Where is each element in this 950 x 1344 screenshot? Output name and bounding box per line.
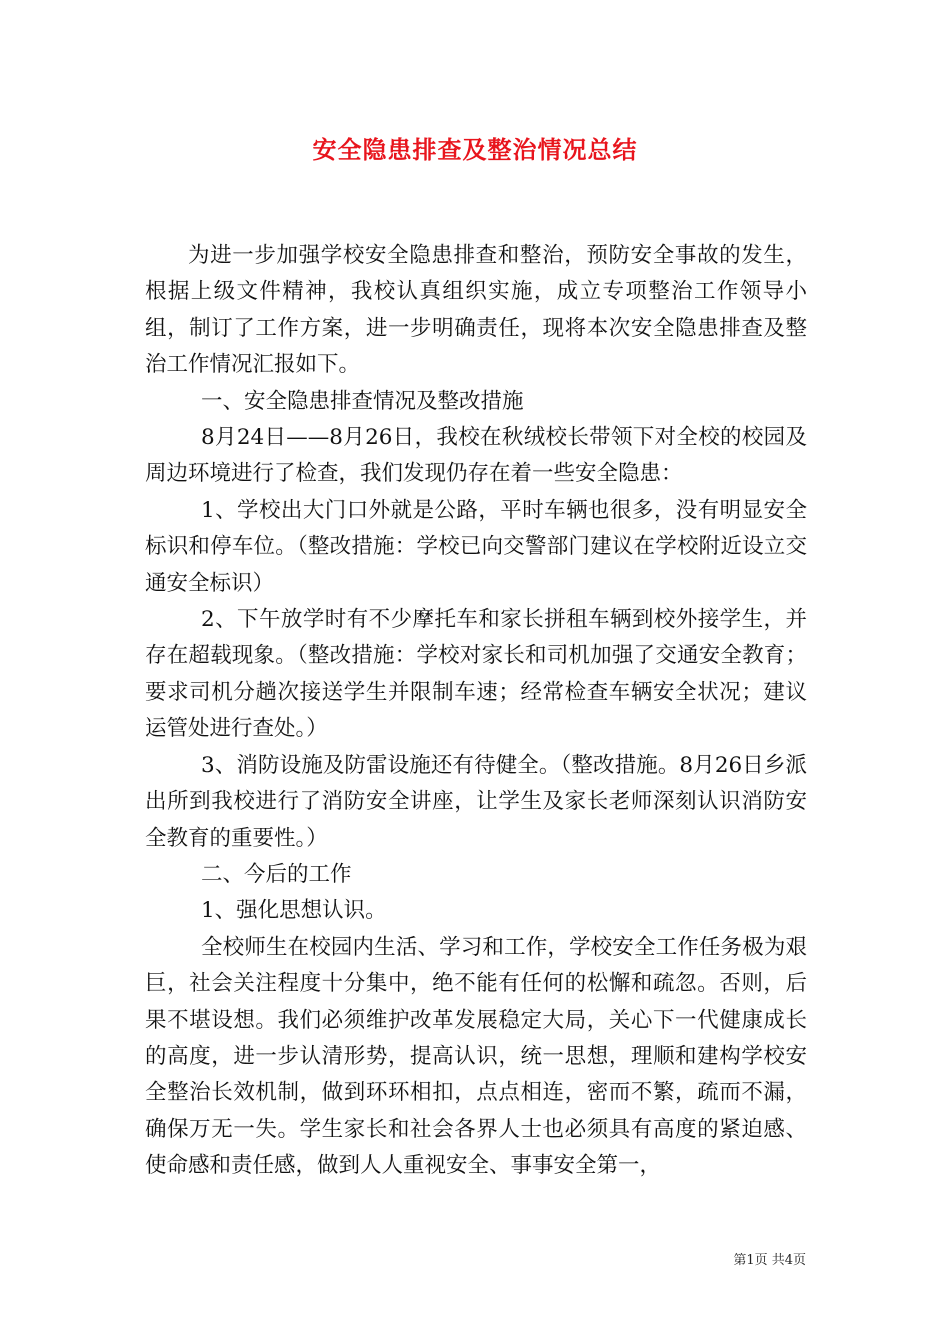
paragraph-awareness: 全校师生在校园内生活、学习和工作，学校安全工作任务极为艰巨，社会关注程度十分集中，绝不能有任何的松懈和疏忽。否则，后果不堪设想。我们必须维护改革发展稳定大局，关心下一代健康成长的高度，进一步认清形势，提高认识，统一思想，理顺和建构学校安全整治长效机制，做到环环相扣，点点相连，密而不繁，疏而不漏，确保万无一失。学生家长和社会各界人士也必须具有高度的紧迫感、使命感和责任感，做到人人重视安全、事事安全第一， (145, 934, 807, 1179)
section-heading-2: 二、今后的工作 (201, 861, 352, 887)
list-item-2: 2、下午放学时有不少摩托车和家长拼租车辆到校外接学生，并存在超载现象。（整改措施：学校对家长和司机加强了交通安全教育；要求司机分趟次接送学生并限制车速；经常检查车辆安全状况；建议运管处进行查处。） (145, 607, 807, 742)
page-number-label: 第1页 共4页 (733, 1253, 806, 1268)
paragraph-intro: 为进一步加强学校安全隐患排查和整治，预防安全事故的发生，根据上级文件精神，我校认真组织实施，成立专项整治工作领导小组，制订了工作方案，进一步明确责任，现将本次安全隐患排查及整治工作情况汇报如下。 (145, 243, 807, 378)
subsection-heading-1: 1、强化思想认识。 (201, 898, 387, 924)
list-item-1: 1、学校出大门口外就是公路，平时车辆也很多，没有明显安全标识和停车位。（整改措施：学校已向交警部门建议在学校附近设立交通安全标识） (145, 497, 807, 596)
document-body (145, 238, 807, 1185)
list-item-3: 3、消防设施及防雷设施还有待健全。（整改措施。8月26日乡派出所到我校进行了消防安全讲座，让学生及家长老师深刻认识消防安全教育的重要性。） (145, 752, 807, 851)
paragraph-inspection: 8月24日——8月26日，我校在秋绒校长带领下对全校的校园及周边环境进行了检查，我们发现仍存在着一些安全隐患： (145, 425, 807, 487)
section-heading-1: 一、安全隐患排查情况及整改措施 (201, 388, 524, 414)
document-title: 安全隐患排查及整治情况总结 (312, 135, 638, 164)
page-footer (0, 1249, 806, 1268)
